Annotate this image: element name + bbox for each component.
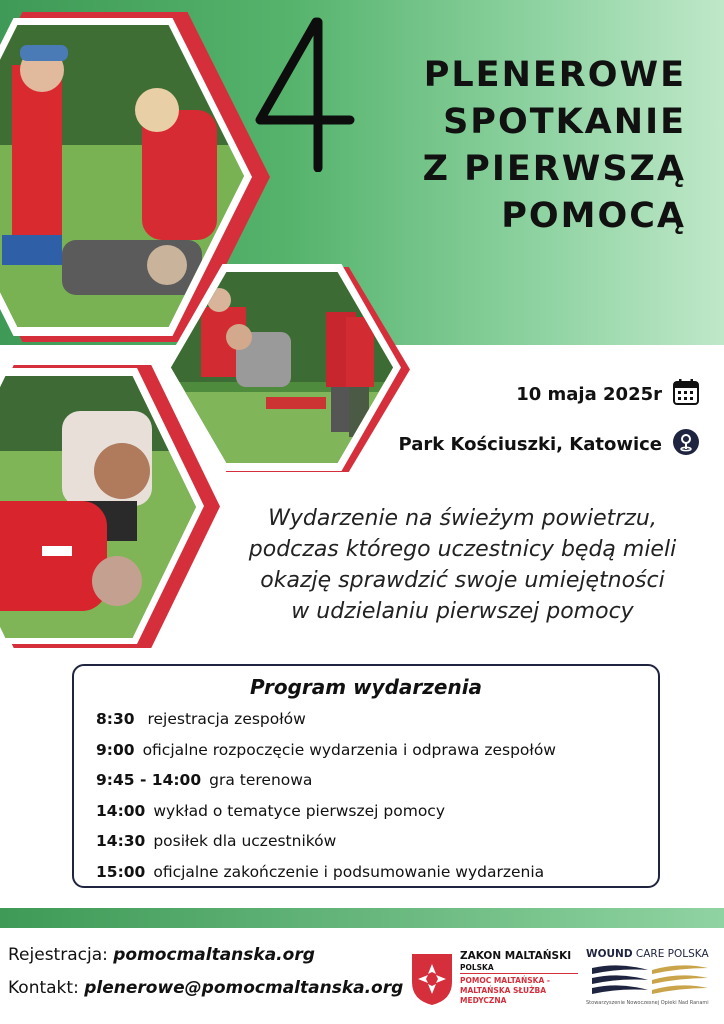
wound-care-wordmark: [586, 948, 709, 960]
event-description: [215, 503, 710, 627]
program-text: posiłek dla uczestników: [153, 832, 337, 851]
wound-care-tagline: Stowarzyszenie Nowoczesnej Opieki Nad Ranami: [586, 1000, 709, 1006]
program-time: 15:00: [96, 862, 146, 881]
title-line-1: PLENEROWE: [423, 55, 686, 95]
maltese-cross-shield-icon: [410, 952, 454, 1006]
location-pin-icon: [672, 428, 700, 461]
calendar-icon: [672, 378, 700, 411]
program-text: wykład o tematyce pierwszej pomocy: [153, 801, 446, 820]
contact-line: [8, 978, 403, 998]
event-date: 10 maja 2025r: [516, 384, 662, 405]
registration-line: [8, 945, 315, 965]
order-country: POLSKA: [460, 963, 494, 972]
program-time: 14:30: [96, 832, 146, 851]
contact-email-link[interactable]: plenerowe@pomocmaltanska.org: [84, 978, 404, 998]
program-item: [96, 735, 650, 766]
description-line-1: Wydarzenie na świeżym powietrzu,: [268, 506, 657, 531]
event-place-row: [398, 428, 700, 461]
order-divider: [460, 973, 578, 974]
title-line-3: Z PIERWSZĄ: [422, 149, 686, 189]
wound-care-polska-logo: [586, 948, 718, 1010]
program-text: oficjalne rozpoczęcie wydarzenia i odprawa zespołów: [142, 740, 556, 759]
order-of-malta-logo: [410, 950, 580, 1010]
program-time: 8:30: [96, 710, 135, 729]
program-item: [96, 796, 650, 827]
title-line-4: POMOCĄ: [501, 196, 686, 236]
program-time: 9:00: [96, 740, 135, 759]
bottom-green-band: [0, 908, 724, 928]
program-list: [96, 704, 650, 887]
order-sub-3: MEDYCZNA: [460, 996, 507, 1005]
program-item: [96, 857, 650, 888]
order-name: ZAKON MALTAŃSKI: [460, 950, 572, 962]
wound-word: WOUND: [586, 948, 633, 960]
order-sub-2: MALTAŃSKA SŁUŻBA: [460, 986, 547, 995]
program-item: [96, 765, 650, 796]
order-sub-1: POMOC MALTAŃSKA -: [460, 976, 550, 985]
description-line-3: okazję sprawdzić swoje umiejętności: [260, 568, 665, 593]
program-box: [72, 664, 660, 888]
registration-link[interactable]: pomocmaltanska.org: [113, 945, 315, 965]
event-date-row: [516, 378, 700, 411]
program-text: gra terenowa: [209, 771, 313, 790]
care-polska-word: CARE POLSKA: [635, 948, 709, 960]
program-text: oficjalne zakończenie i podsumowanie wydarzenia: [153, 862, 545, 881]
program-item: [96, 826, 650, 857]
wound-care-emblem-icon: [590, 962, 710, 998]
contact-label: Kontakt:: [8, 978, 79, 998]
title-line-2: SPOTKANIE: [443, 102, 686, 142]
program-time: 9:45 - 14:00: [96, 771, 202, 790]
event-place: Park Kościuszki, Katowice: [398, 434, 662, 455]
program-time: 14:00: [96, 801, 146, 820]
program-title: Program wydarzenia: [249, 675, 483, 699]
program-item: [96, 704, 650, 735]
edition-number: [252, 16, 356, 172]
event-title: [423, 52, 686, 240]
description-line-4: w udzielaniu pierwszej pomocy: [291, 599, 634, 624]
program-text: rejestracja zespołów: [142, 710, 306, 729]
registration-label: Rejestracja:: [8, 945, 108, 965]
description-line-2: podczas którego uczestnicy będą mieli: [248, 537, 677, 562]
